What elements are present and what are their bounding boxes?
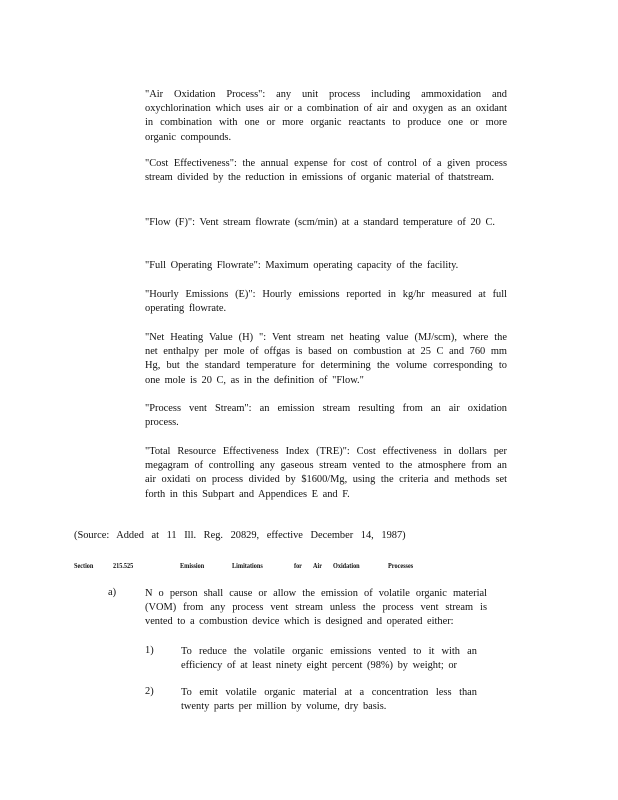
subitem-2-label: 2): [145, 686, 154, 697]
source-note: (Source: Added at 11 Ill. Reg. 20829, effective December 14, 1987): [74, 530, 406, 541]
definition-tre-index: "Total Resource Effectiveness Index (TRE)": Cost effectiveness in dollars per megagram of controlling any gaseous stream vented to the atmosphere from an air oxidati on process divided by $1600/Mg, using the criteria and methods set forth in this Subpart and Appendices E and F.: [145, 446, 507, 500]
definition-full-operating-flowrate: "Full Operating Flowrate": Maximum operating capacity of the facility.: [145, 260, 459, 271]
paragraph-a-label: a): [108, 587, 117, 598]
definition-air-oxidation-process: "Air Oxidation Process": any unit process including ammoxidation and oxychlorination which uses air or a combination of air and oxygen as an oxidant in combination with one or more organic reactants to produce one or more organic compounds.: [145, 89, 507, 143]
paragraph-a-text: N o person shall cause or allow the emission of volatile organic material (VOM) from any process vent stream unless the process vent stream is vented to a combustion device which is designed and operated either:: [145, 588, 487, 628]
definition-hourly-emissions: "Hourly Emissions (E)": Hourly emissions reported in kg/hr measured at full operating flowrate.: [145, 289, 507, 315]
section-label: Section: [74, 561, 94, 570]
subitem-1-text: To reduce the volatile organic emissions vented to it with an efficiency of at least ninety eight percent (98%) by weight; or: [181, 646, 477, 672]
section-title-word: Oxidation: [333, 561, 360, 570]
section-title-word: Emission: [180, 561, 205, 570]
subitem-2-text: To emit volatile organic material at a concentration less than twenty parts per million by volume, dry basis.: [181, 687, 477, 713]
section-title-word: Limitations: [232, 561, 263, 570]
definition-flow: "Flow (F)": Vent stream flowrate (scm/min) at a standard temperature of 20 C.: [145, 217, 495, 228]
section-title-word: for: [294, 561, 302, 570]
subitem-1-label: 1): [145, 645, 154, 656]
definition-process-vent-stream: "Process vent Stream": an emission stream resulting from an air oxidation process.: [145, 403, 507, 429]
section-number: 215.525: [113, 561, 134, 570]
section-title-word: Processes: [388, 561, 414, 570]
definition-cost-effectiveness: "Cost Effectiveness": the annual expense for cost of control of a given process stream divided by the reduction in emissions of organic material of thatstream.: [145, 158, 507, 184]
section-title-word: Air: [313, 561, 322, 570]
definition-net-heating-value: "Net Heating Value (H) ": Vent stream net heating value (MJ/scm), where the net enthalpy per mole of offgas is based on combustion at 25 C and 760 mm Hg, but the standard temperature for determining the volume corresponding to one mole is 20 C, as in the definition of "Flow.": [145, 332, 507, 386]
